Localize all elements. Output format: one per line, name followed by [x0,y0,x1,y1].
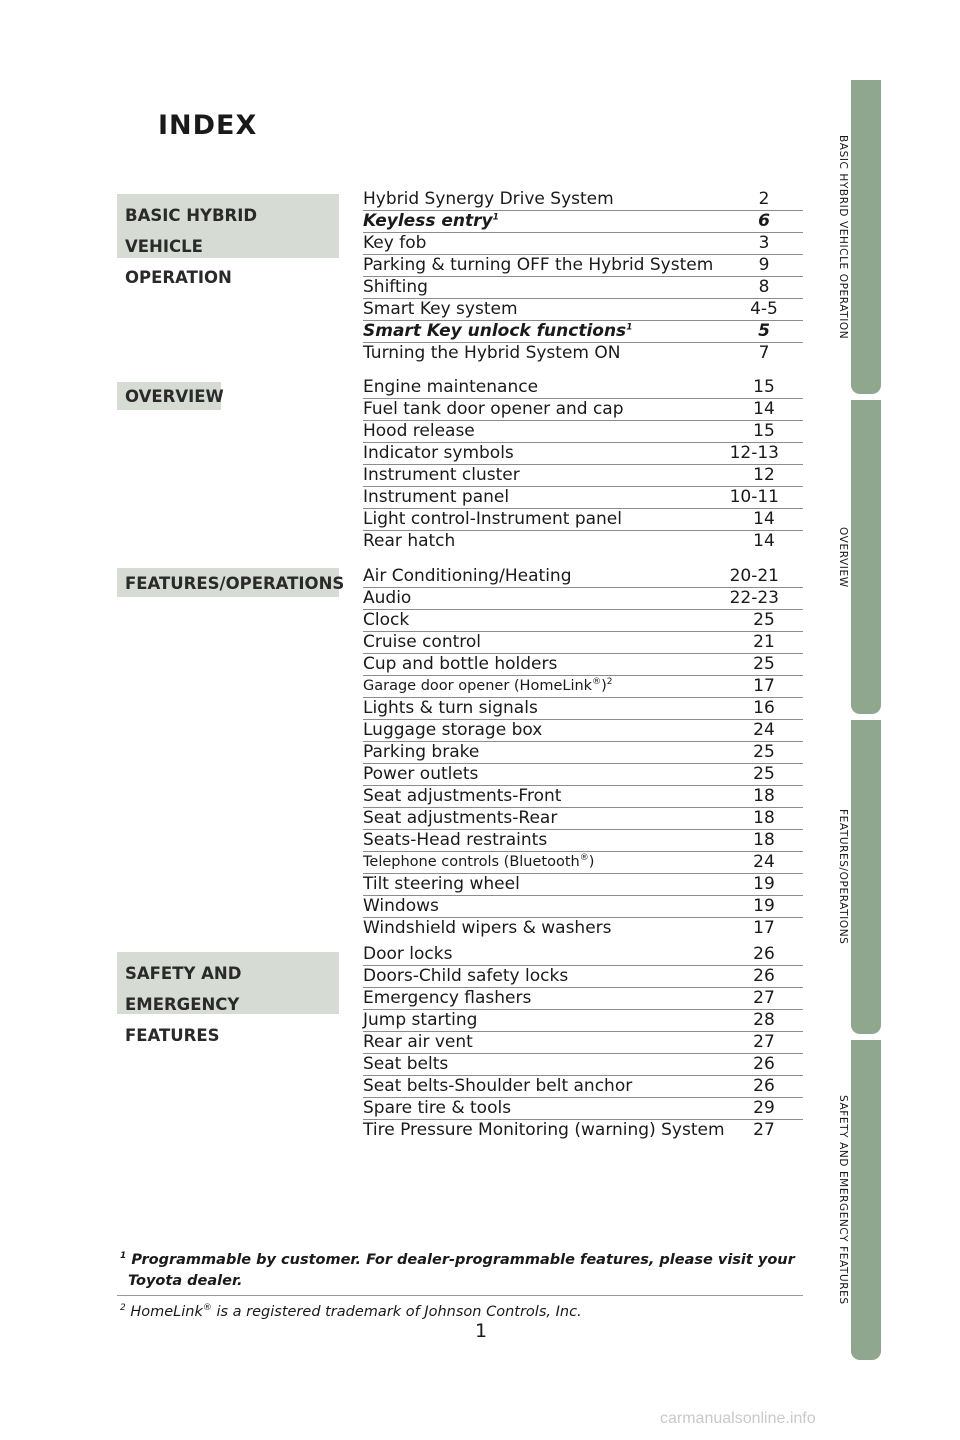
footnote-text: Toyota dealer. [128,1273,243,1289]
registered-mark: ® [202,1303,212,1314]
side-tab-label: SAFETY AND EMERGENCY FEATURES [837,1095,849,1305]
entry-label: Door locks [363,944,453,964]
entry-page: 29 [753,1098,775,1118]
index-entry [363,1054,803,1076]
index-entry [363,189,803,211]
entry-page: 7 [758,343,770,363]
entry-page: 24 [753,720,775,740]
entry-label: Seat belts-Shoulder belt anchor [363,1076,633,1096]
index-entry [363,588,803,610]
entry-page: 25 [753,654,775,674]
index-entry [363,896,803,918]
entry-page: 27 [753,1120,775,1140]
entry-page: 26 [753,1076,775,1096]
entry-page: 3 [758,233,770,253]
index-entry [363,343,803,364]
footnote-text: is a registered trademark of Johnson Controls, Inc. [211,1304,582,1320]
index-entry [363,421,803,443]
entry-label: Instrument cluster [363,465,520,485]
category-label: OPERATION [125,268,232,287]
entry-label: Doors-Child safety locks [363,966,569,986]
entry-label: Keyless entry$^1$ [363,211,499,231]
entry-page: 4-5 [750,299,778,319]
index-entry [363,632,803,654]
entry-label: Key fob [363,233,427,253]
entry-page: 26 [753,944,775,964]
watermark: carmanualsonline.info [660,1410,816,1427]
index-entry [363,321,803,343]
entry-page: 26 [753,966,775,986]
entry-page: 8 [758,277,770,297]
entry-page: 25 [753,742,775,762]
index-entry [363,742,803,764]
index-entry [363,443,803,465]
entry-label: Windows [363,896,439,916]
footnote-divider [117,1295,803,1296]
entry-page: 9 [758,255,770,275]
side-tab-safety[interactable] [851,1040,881,1360]
entry-label: Engine maintenance [363,377,539,397]
index-entry [363,1032,803,1054]
entry-page: 27 [753,988,775,1008]
index-entry [363,531,803,552]
footnote-1 [120,1250,810,1292]
entry-label: Hood release [363,421,475,441]
entry-label: Spare tire & tools [363,1098,512,1118]
index-entry [363,698,803,720]
side-tab-features[interactable] [851,720,881,1034]
index-group-features [363,566,803,939]
entry-page: 21 [753,632,775,652]
entry-page: 16 [753,698,775,718]
entry-label: Clock [363,610,410,630]
index-entry [363,1010,803,1032]
entry-label: Seats-Head restraints [363,830,548,850]
entry-page: 12-13 [729,443,779,463]
index-entry [363,566,803,588]
index-entry [363,874,803,896]
category-safety [117,952,339,1045]
entry-label: Telephone controls (Bluetooth®) [363,853,595,870]
entry-page: 14 [753,399,775,419]
index-entry [363,299,803,321]
footnote-text: Programmable by customer. For dealer-programmable features, please visit your [131,1252,795,1268]
entry-label: Jump starting [363,1010,478,1030]
index-entry [363,487,803,509]
side-tab-label: OVERVIEW [837,526,849,588]
index-entry [363,988,803,1010]
entry-page: 18 [753,808,775,828]
entry-label: Rear air vent [363,1032,473,1052]
index-entry [363,465,803,487]
footnote-mark: 1 [120,1251,127,1262]
index-entry [363,1076,803,1098]
category-label: BASIC HYBRID VEHICLE [125,206,258,256]
entry-label: Tilt steering wheel [363,874,520,894]
footnote-mark: 2 [120,1303,126,1314]
entry-page: 18 [753,786,775,806]
entry-label: Windshield wipers & washers [363,918,612,938]
footnote-text: HomeLink [130,1304,203,1320]
entry-label: Cruise control [363,632,482,652]
entry-page: 25 [753,610,775,630]
entry-page: 14 [753,509,775,529]
entry-label: Light control-Instrument panel [363,509,622,529]
entry-page: 26 [753,1054,775,1074]
category-label: EMERGENCY FEATURES [125,995,240,1045]
entry-page: 18 [753,830,775,850]
entry-page: 25 [753,764,775,784]
index-entry [363,233,803,255]
index-entry [363,211,803,233]
entry-page: 27 [753,1032,775,1052]
entry-page: 28 [753,1010,775,1030]
entry-page: 12 [753,465,775,485]
entry-page: 15 [753,421,775,441]
index-entry [363,399,803,421]
index-entry [363,610,803,632]
entry-label: Luggage storage box [363,720,543,740]
index-entry [363,830,803,852]
entry-label: Air Conditioning/Heating [363,566,572,586]
entry-label: Emergency flashers [363,988,532,1008]
index-entry [363,255,803,277]
entry-page: 22-23 [729,588,779,608]
entry-label: Tire Pressure Monitoring (warning) System [363,1120,725,1140]
entry-page: 6 [758,211,770,231]
index-entry [363,852,803,874]
category-basic-hybrid [117,194,339,287]
side-tab-basic[interactable] [851,80,881,394]
index-group-safety [363,944,803,1141]
entry-label: Parking & turning OFF the Hybrid System [363,255,714,275]
index-entry [363,1098,803,1120]
index-entry [363,918,803,939]
index-entry [363,786,803,808]
entry-label: Cup and bottle holders [363,654,558,674]
entry-page: 24 [753,852,775,872]
entry-page: 17 [753,676,775,696]
entry-page: 2 [758,189,770,209]
index-entry [363,277,803,299]
index-entry [363,676,803,698]
index-entry [363,808,803,830]
entry-label: Hybrid Synergy Drive System [363,189,614,209]
entry-label: Instrument panel [363,487,510,507]
side-tab-label: FEATURES/OPERATIONS [837,809,849,945]
entry-page: 20-21 [729,566,779,586]
index-entry [363,509,803,531]
page-title: INDEX [158,110,258,141]
entry-page: 19 [753,896,775,916]
entry-label: Seat belts [363,1054,449,1074]
category-label: FEATURES/OPERATIONS [125,574,345,593]
index-entry [363,377,803,399]
index-entry [363,654,803,676]
entry-page: 10-11 [729,487,779,507]
index-entry [363,944,803,966]
entry-label: Parking brake [363,742,480,762]
entry-label: Garage door opener (HomeLink®)$^2$ [363,677,613,694]
entry-page: 19 [753,874,775,894]
entry-label: Power outlets [363,764,479,784]
footnote-2 [120,1302,810,1322]
index-entry [363,720,803,742]
index-entry [363,966,803,988]
entry-label: Seat adjustments-Rear [363,808,558,828]
entry-label: Smart Key unlock functions$^1$ [363,321,633,341]
entry-label: Lights & turn signals [363,698,538,718]
entry-page: 14 [753,531,775,551]
page-number: 1 [475,1320,488,1342]
index-entry [363,764,803,786]
entry-label: Audio [363,588,412,608]
category-overview [117,382,224,410]
index-entry [363,1120,803,1141]
category-label: OVERVIEW [125,387,224,406]
entry-label: Seat adjustments-Front [363,786,562,806]
entry-page: 5 [758,321,770,341]
index-group-overview [363,377,803,552]
entry-label: Indicator symbols [363,443,514,463]
side-tab-overview[interactable] [851,400,881,714]
entry-label: Turning the Hybrid System ON [363,343,621,363]
entry-label: Smart Key system [363,299,518,319]
entry-label: Fuel tank door opener and cap [363,399,624,419]
entry-page: 17 [753,918,775,938]
category-label: SAFETY AND [125,964,242,983]
index-group-basic [363,189,803,364]
entry-page: 15 [753,377,775,397]
entry-label: Shifting [363,277,428,297]
entry-label: Rear hatch [363,531,456,551]
category-features [117,568,345,597]
side-tab-label: BASIC HYBRID VEHICLE OPERATION [837,134,849,340]
